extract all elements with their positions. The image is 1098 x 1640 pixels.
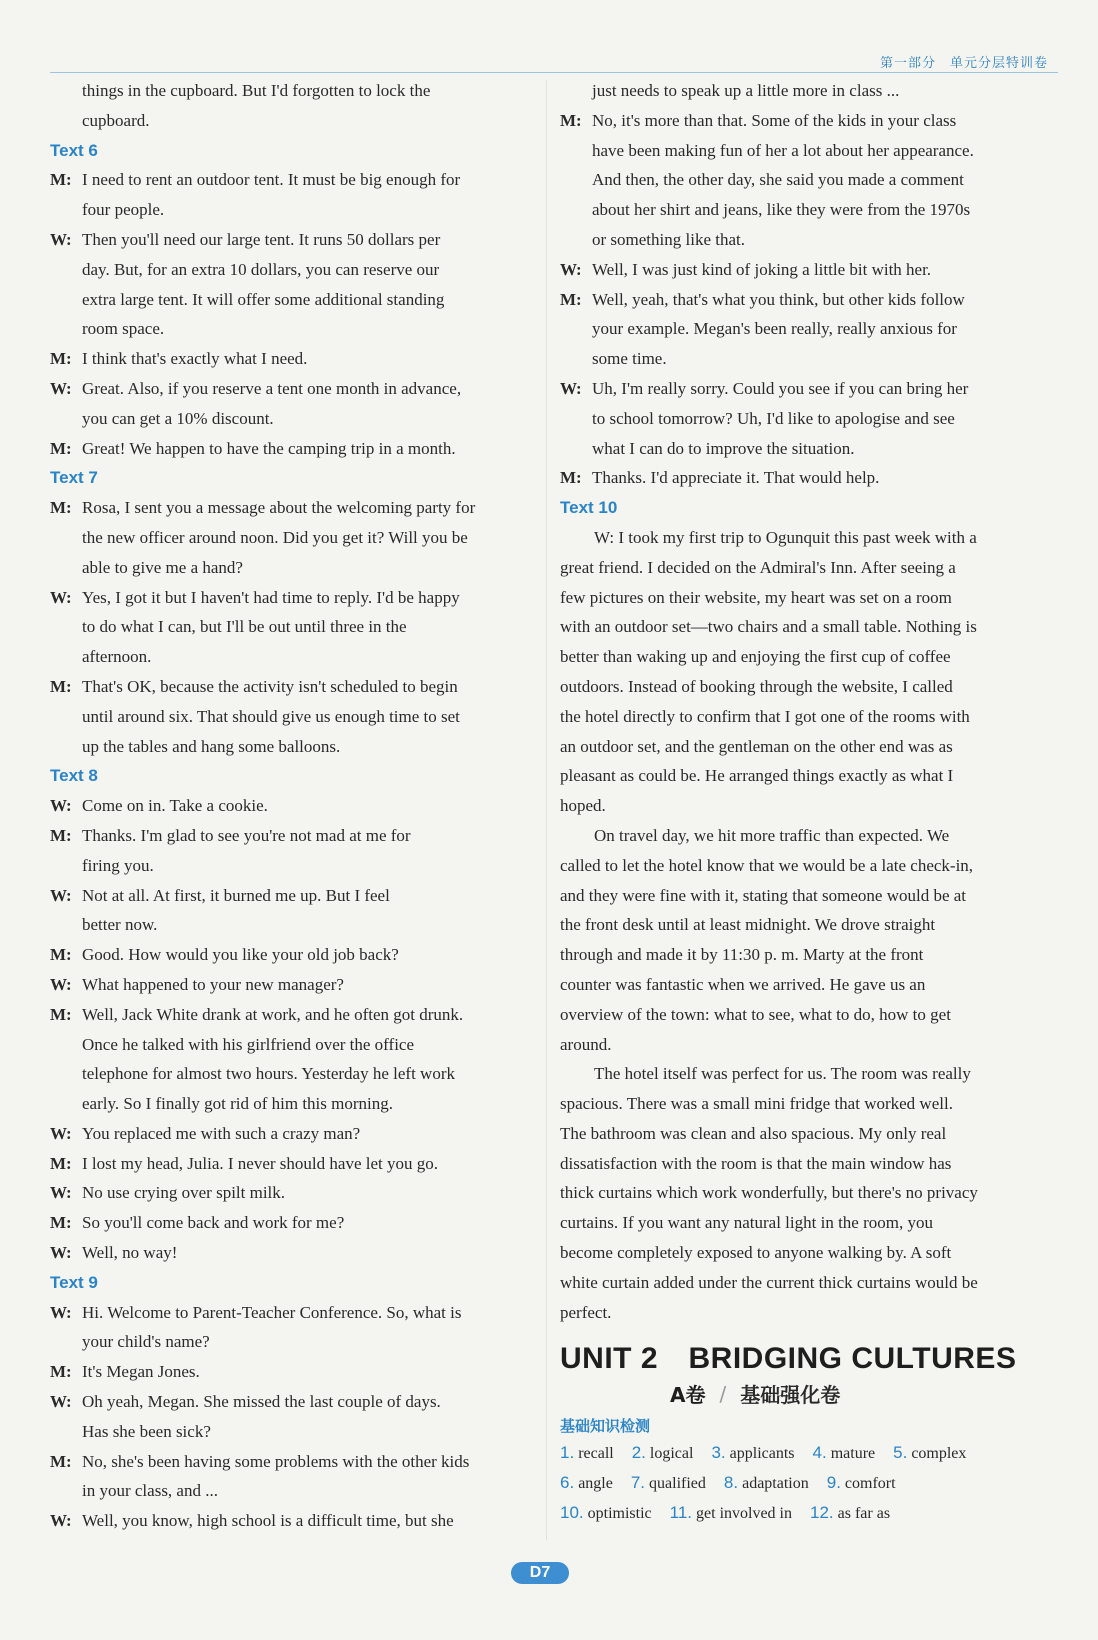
dialogue-text: Good. How would you like your old job back?: [82, 945, 399, 965]
speaker-label: M:: [50, 1004, 72, 1024]
dialogue-line: [50, 821, 540, 851]
answer-text: get involved in: [696, 1505, 792, 1523]
section-heading: Text 10: [560, 498, 618, 518]
dialogue-line: [50, 225, 540, 255]
answer-item: [560, 1498, 652, 1528]
passage-line: spacious. There was a small mini fridge that worked well.: [560, 1094, 953, 1114]
dialogue-text: Rosa, I sent you a message about the welcoming party for: [82, 498, 476, 518]
speaker-label: W:: [560, 259, 582, 279]
column-divider: [546, 80, 547, 1540]
answer-text: recall: [578, 1445, 614, 1463]
answer-list: [560, 1438, 1052, 1528]
text-line: early. So I finally got rid of him this morning.: [82, 1094, 393, 1114]
text-line: extra large tent. It will offer some additional standing: [82, 289, 445, 309]
subtitle-slash: /: [719, 1381, 727, 1406]
text-line: up the tables and hang some balloons.: [82, 736, 341, 756]
answer-row: [560, 1468, 1052, 1498]
dialogue-line: [50, 970, 540, 1000]
passage-line: perfect.: [560, 1302, 612, 1322]
answer-number: 11.: [669, 1503, 693, 1523]
dialogue-line: [50, 1238, 540, 1268]
text-line: cupboard.: [82, 110, 150, 130]
speaker-label: W:: [50, 1392, 72, 1412]
text-line: your example. Megan's been really, really anxious for: [592, 319, 957, 339]
text-line: And then, the other day, she said you made a comment: [592, 170, 964, 190]
speaker-label: M:: [50, 676, 72, 696]
passage-line: hoped.: [560, 796, 606, 816]
answer-row: [560, 1498, 1052, 1528]
speaker-label: M:: [50, 349, 72, 369]
dialogue-line: [50, 374, 540, 404]
passage-line: the hotel directly to confirm that I got one of the rooms with: [560, 706, 970, 726]
dialogue-line: [50, 881, 540, 911]
speaker-label: M:: [560, 468, 582, 488]
dialogue-text: You replaced me with such a crazy man?: [82, 1123, 361, 1143]
dialogue-text: What happened to your new manager?: [82, 974, 344, 994]
dialogue-text: Then you'll need our large tent. It runs 50 dollars per: [82, 229, 441, 249]
dialogue-line: [50, 1357, 540, 1387]
dialogue-text: I think that's exactly what I need.: [82, 349, 308, 369]
answer-text: angle: [578, 1475, 613, 1493]
answer-item: [724, 1468, 809, 1498]
dialogue-text: It's Megan Jones.: [82, 1362, 200, 1382]
passage-line: The bathroom was clean and also spacious. My only real: [560, 1123, 947, 1143]
answer-item: [893, 1438, 966, 1468]
answer-item: [670, 1498, 792, 1528]
passage-line: and they were fine with it, stating that someone would be at: [560, 885, 967, 905]
dialogue-text: Come on in. Take a cookie.: [82, 796, 268, 816]
answer-item: [827, 1468, 896, 1498]
answer-text: as far as: [837, 1505, 891, 1523]
passage-line: called to let the hotel know that we would be a late check-in,: [560, 855, 974, 875]
dialogue-text: Well, Jack White drank at work, and he often got drunk.: [82, 1004, 464, 1024]
passage-line: white curtain added under the current thick curtains would be: [560, 1272, 978, 1292]
page-number: D7: [511, 1562, 569, 1584]
answer-number: 10.: [560, 1503, 584, 1523]
section-heading: Text 9: [50, 1272, 98, 1292]
text-line: better now.: [82, 915, 158, 935]
dialogue-text: I need to rent an outdoor tent. It must be big enough for: [82, 170, 461, 190]
text-line: afternoon.: [82, 647, 152, 667]
right-text: [560, 76, 1052, 1327]
speaker-label: W:: [50, 796, 72, 816]
passage-line: pleasant as could be. He arranged things exactly as what I: [560, 766, 954, 786]
speaker-label: M:: [50, 1451, 72, 1471]
text-line: you can get a 10% discount.: [82, 408, 274, 428]
text-line: room space.: [82, 319, 165, 339]
passage-line: the front desk until at least midnight. We drove straight: [560, 915, 936, 935]
dialogue-line: [50, 583, 540, 613]
text-line: the new officer around noon. Did you get it? Will you be: [82, 527, 468, 547]
speaker-label: W:: [50, 1183, 72, 1203]
header-title: 第一部分 单元分层特训卷: [879, 56, 1048, 71]
speaker-label: M:: [50, 1153, 72, 1173]
text-line: some time.: [592, 349, 667, 369]
dialogue-line: [560, 374, 1052, 404]
speaker-label: W:: [50, 1123, 72, 1143]
text-line: day. But, for an extra 10 dollars, you can reserve our: [82, 259, 440, 279]
passage-line: counter was fantastic when we arrived. He gave us an: [560, 974, 926, 994]
dialogue-text: Well, you know, high school is a difficult time, but she: [82, 1511, 454, 1531]
dialogue-text: No use crying over spilt milk.: [82, 1183, 286, 1203]
passage-line: with an outdoor set—two chairs and a small table. Nothing is: [560, 617, 977, 637]
text-line: about her shirt and jeans, like they were from the 1970s: [592, 200, 971, 220]
answer-number: 1.: [560, 1443, 575, 1463]
page-header: [50, 50, 1058, 73]
dialogue-text: No, she's been having some problems with the other kids: [82, 1451, 470, 1471]
answer-number: 12.: [810, 1503, 834, 1523]
dialogue-line: [50, 791, 540, 821]
text-line: Has she been sick?: [82, 1421, 211, 1441]
answer-row: [560, 1438, 1052, 1468]
dialogue-text: Great! We happen to have the camping trip in a month.: [82, 438, 456, 458]
answer-number: 4.: [812, 1443, 827, 1463]
passage-line: On travel day, we hit more traffic than expected. We: [594, 825, 950, 845]
speaker-label: M:: [50, 498, 72, 518]
passage-line: curtains. If you want any natural light in the room, you: [560, 1213, 933, 1233]
answer-text: mature: [830, 1445, 876, 1463]
dialogue-line: [560, 285, 1052, 315]
dialogue-line: [50, 1387, 540, 1417]
speaker-label: W:: [50, 1511, 72, 1531]
answer-number: 8.: [723, 1473, 739, 1493]
subtitle-b: 基础强化卷: [740, 1383, 841, 1408]
text-line: telephone for almost two hours. Yesterday he left work: [82, 1064, 455, 1084]
unit-subtitle: [670, 1379, 1052, 1408]
dialogue-text: Well, I was just kind of joking a little bit with her.: [592, 259, 932, 279]
text-line: Once he talked with his girlfriend over the office: [82, 1034, 415, 1054]
answer-item: [560, 1438, 614, 1468]
speaker-label: W:: [50, 229, 72, 249]
answer-number: 3.: [711, 1443, 726, 1463]
speaker-label: M:: [50, 438, 72, 458]
text-line: have been making fun of her a lot about her appearance.: [592, 140, 974, 160]
dialogue-text: No, it's more than that. Some of the kids in your class: [592, 110, 957, 130]
dialogue-text: Thanks. I'd appreciate it. That would help.: [592, 468, 880, 488]
speaker-label: W:: [50, 587, 72, 607]
dialogue-line: [50, 434, 540, 464]
text-line: your child's name?: [82, 1332, 210, 1352]
answer-text: adaptation: [742, 1475, 809, 1493]
passage-line: an outdoor set, and the gentleman on the other end was as: [560, 736, 953, 756]
dialogue-text: Not at all. At first, it burned me up. But I feel: [82, 885, 390, 905]
text-line: or something like that.: [592, 229, 745, 249]
text-line: able to give me a hand?: [82, 557, 243, 577]
dialogue-line: [50, 165, 540, 195]
dialogue-line: [50, 1000, 540, 1030]
dialogue-text: Great. Also, if you reserve a tent one month in advance,: [82, 378, 462, 398]
dialogue-text: Oh yeah, Megan. She missed the last couple of days.: [82, 1392, 441, 1412]
speaker-label: W:: [50, 885, 72, 905]
speaker-label: M:: [50, 825, 72, 845]
answer-item: [631, 1468, 706, 1498]
answer-number: 7.: [630, 1473, 646, 1493]
passage-line: overview of the town: what to see, what to do, how to get: [560, 1004, 951, 1024]
dialogue-text: Hi. Welcome to Parent-Teacher Conference. So, what is: [82, 1302, 462, 1322]
dialogue-line: [50, 672, 540, 702]
answer-item: [810, 1498, 890, 1528]
dialogue-line: [50, 1208, 540, 1238]
text-line: until around six. That should give us enough time to set: [82, 706, 460, 726]
right-column: [560, 76, 1052, 1528]
text-line: things in the cupboard. But I'd forgotten to lock the: [82, 81, 431, 100]
speaker-label: W:: [560, 378, 582, 398]
speaker-label: W:: [50, 974, 72, 994]
dialogue-line: [560, 255, 1052, 285]
text-line: to school tomorrow? Uh, I'd like to apologise and see: [592, 408, 955, 428]
speaker-label: M:: [560, 289, 582, 309]
dialogue-line: [50, 1298, 540, 1328]
dialogue-text: Well, yeah, that's what you think, but other kids follow: [592, 289, 965, 309]
dialogue-text: So you'll come back and work for me?: [82, 1213, 345, 1233]
text-line: in your class, and ...: [82, 1481, 218, 1501]
answer-item: [711, 1438, 794, 1468]
dialogue-text: That's OK, because the activity isn't scheduled to begin: [82, 676, 458, 696]
dialogue-line: [50, 1447, 540, 1477]
speaker-label: M:: [50, 170, 72, 190]
answer-item: [560, 1468, 613, 1498]
passage-line: dissatisfaction with the room is that the main window has: [560, 1153, 952, 1173]
text-line: to do what I can, but I'll be out until three in the: [82, 617, 407, 637]
dialogue-line: [50, 1149, 540, 1179]
subtitle-a: A卷: [670, 1383, 706, 1408]
dialogue-line: [560, 106, 1052, 136]
speaker-label: M:: [560, 110, 582, 130]
answer-text: logical: [649, 1445, 694, 1463]
passage-line: thick curtains which work wonderfully, but there's no privacy: [560, 1183, 978, 1203]
section-heading: 基础知识检测: [560, 1417, 651, 1436]
dialogue-text: Thanks. I'm glad to see you're not mad at me for: [82, 825, 411, 845]
passage-line: W: I took my first trip to Ogunquit this past week with a: [594, 527, 977, 547]
speaker-label: M:: [50, 1213, 72, 1233]
answer-number: 5.: [893, 1443, 908, 1463]
answer-text: optimistic: [587, 1505, 652, 1523]
section-heading: Text 7: [50, 468, 98, 488]
dialogue-line: [560, 463, 1052, 493]
speaker-label: W:: [50, 378, 72, 398]
answer-number: 9.: [826, 1473, 841, 1493]
passage-line: The hotel itself was perfect for us. The room was really: [594, 1064, 971, 1084]
passage-line: outdoors. Instead of booking through the website, I called: [560, 676, 953, 696]
passage-line: around.: [560, 1034, 612, 1054]
passage-line: great friend. I decided on the Admiral's Inn. After seeing a: [560, 557, 956, 577]
passage-line: become completely exposed to anyone walking by. A soft: [560, 1243, 952, 1263]
dialogue-line: [50, 1178, 540, 1208]
left-column: [50, 76, 540, 1536]
text-line: firing you.: [82, 855, 154, 875]
dialogue-text: I lost my head, Julia. I never should have let you go.: [82, 1153, 438, 1173]
text-line: four people.: [82, 200, 165, 220]
dialogue-text: Uh, I'm really sorry. Could you see if you can bring her: [592, 378, 969, 398]
speaker-label: M:: [50, 945, 72, 965]
speaker-label: W:: [50, 1302, 72, 1322]
dialogue-line: [50, 493, 540, 523]
dialogue-line: [50, 1506, 540, 1536]
answer-item: [813, 1438, 876, 1468]
dialogue-text: Yes, I got it but I haven't had time to reply. I'd be happy: [82, 587, 460, 607]
answer-text: comfort: [844, 1475, 896, 1493]
answer-text: complex: [911, 1445, 967, 1463]
unit-title: UNIT 2 BRIDGING CULTURES: [560, 1342, 1017, 1376]
section-heading: Text 6: [50, 140, 98, 160]
text-line: just needs to speak up a little more in class ...: [592, 81, 900, 100]
answer-number: 6.: [560, 1473, 575, 1493]
dialogue-line: [50, 344, 540, 374]
dialogue-line: [50, 1119, 540, 1149]
passage-line: better than waking up and enjoying the first cup of coffee: [560, 647, 951, 667]
answer-item: [632, 1438, 694, 1468]
section-heading: Text 8: [50, 766, 98, 786]
dialogue-line: [50, 940, 540, 970]
dialogue-text: Well, no way!: [82, 1243, 178, 1263]
answer-number: 2.: [631, 1443, 646, 1463]
passage-line: few pictures on their website, my heart was set on a room: [560, 587, 952, 607]
passage-line: through and made it by 11:30 p. m. Marty at the front: [560, 945, 924, 965]
answer-text: applicants: [729, 1445, 795, 1463]
speaker-label: W:: [50, 1243, 72, 1263]
text-line: what I can do to improve the situation.: [592, 438, 855, 458]
answer-text: qualified: [649, 1475, 706, 1493]
speaker-label: M:: [50, 1362, 72, 1382]
